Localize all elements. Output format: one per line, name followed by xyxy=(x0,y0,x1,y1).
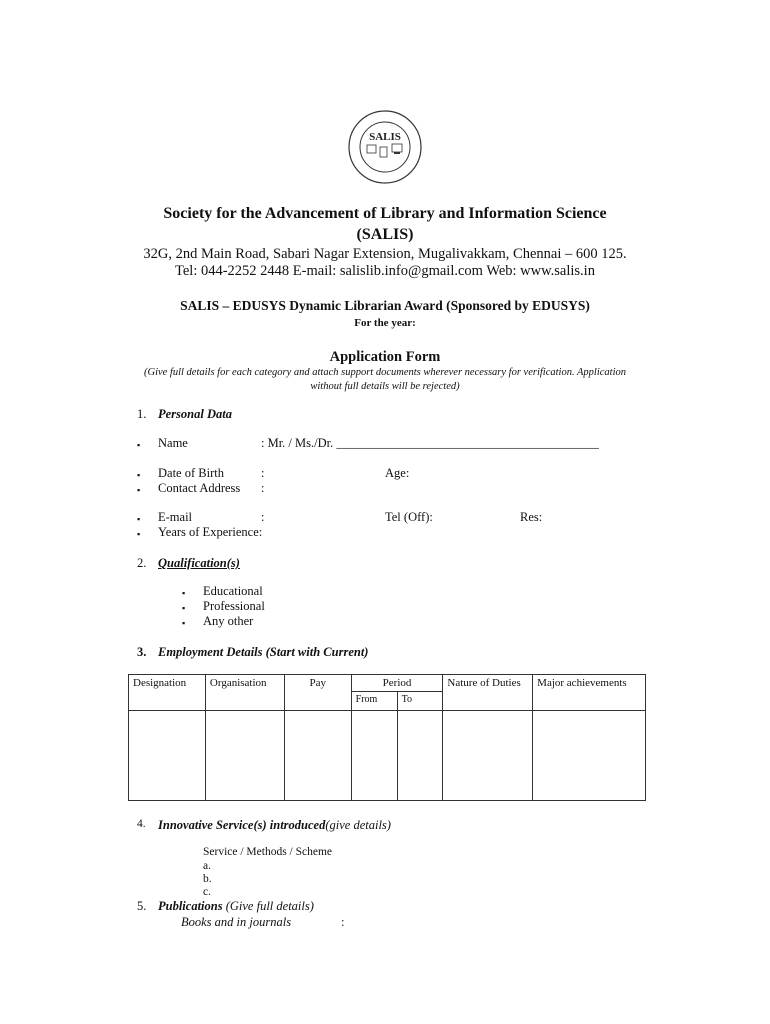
name-label: Name xyxy=(158,436,188,450)
service-item: c. xyxy=(203,886,211,898)
col-period-to: To xyxy=(397,692,443,711)
books-journals-colon: : xyxy=(341,915,345,929)
employment-table xyxy=(128,674,646,801)
service-item: b. xyxy=(203,873,212,885)
name-field: : Mr. / Ms./Dr. __________________________________________ xyxy=(261,436,599,450)
section5-title-main: Publications xyxy=(158,899,223,913)
section4-title-main: Innovative Service(s) introduced xyxy=(158,818,326,832)
qualification-item: Professional xyxy=(203,599,265,613)
table-cell[interactable] xyxy=(129,711,206,801)
section2-number: 2. xyxy=(137,556,147,570)
qualification-item: Any other xyxy=(203,614,254,628)
address-label: Contact Address xyxy=(158,481,241,495)
table-cell[interactable] xyxy=(533,711,646,801)
section1-title: Personal Data xyxy=(158,407,232,421)
table-cell[interactable] xyxy=(351,711,397,801)
section1-number: 1. xyxy=(137,407,147,421)
col-period-from: From xyxy=(351,692,397,711)
bullet-icon: ▪ xyxy=(182,588,186,598)
bullet-icon: ▪ xyxy=(137,514,141,524)
table-row xyxy=(129,711,646,801)
email-colon: : xyxy=(261,510,265,524)
section2-title: Qualification(s) xyxy=(158,556,240,570)
email-label: E-mail xyxy=(158,510,193,524)
bullet-icon: ▪ xyxy=(182,618,186,628)
service-item: a. xyxy=(203,860,211,872)
form-instructions-1: (Give full details for each category and attach support documents wherever necessary for verification. Application xyxy=(143,367,627,378)
org-address: 32G, 2nd Main Road, Sabari Nagar Extension, Mugalivakkam, Chennai – 600 125. xyxy=(143,246,627,262)
section4-title xyxy=(158,818,391,833)
table-cell[interactable] xyxy=(284,711,351,801)
form-instructions-2: without full details will be rejected) xyxy=(310,381,460,392)
experience-label: Years of Experience: xyxy=(158,525,263,539)
service-subheading: Service / Methods / Scheme xyxy=(203,846,333,858)
bullet-icon: ▪ xyxy=(137,485,141,495)
age-label: Age: xyxy=(385,466,410,480)
col-period: Period xyxy=(351,675,443,692)
table-cell[interactable] xyxy=(205,711,284,801)
award-year: For the year: xyxy=(354,317,416,329)
salis-logo xyxy=(347,109,423,185)
dob-colon: : xyxy=(261,466,265,480)
col-designation: Designation xyxy=(129,675,206,711)
org-name: Society for the Advancement of Library and Information Science xyxy=(163,205,607,222)
bullet-icon: ▪ xyxy=(137,470,141,480)
section5-title xyxy=(158,899,314,914)
form-title: Application Form xyxy=(329,349,441,365)
col-organisation: Organisation xyxy=(205,675,284,711)
section3-title: Employment Details (Start with Current) xyxy=(158,645,369,659)
section5-number: 5. xyxy=(137,899,147,913)
dob-label: Date of Birth xyxy=(158,466,224,480)
logo-text: SALIS xyxy=(369,131,401,143)
org-contact: Tel: 044-2252 2448 E-mail: salislib.info@gmail.com Web: www.salis.in xyxy=(175,263,595,279)
tel-office-label: Tel (Off): xyxy=(385,510,433,524)
bullet-icon: ▪ xyxy=(137,529,141,539)
table-cell[interactable] xyxy=(397,711,443,801)
address-colon: : xyxy=(261,481,265,495)
section4-title-suffix: (give details) xyxy=(325,818,391,832)
section4-number: 4. xyxy=(137,818,146,830)
books-journals-label: Books and in journals xyxy=(181,915,292,929)
qualification-item: Educational xyxy=(203,584,263,598)
tel-res-label: Res: xyxy=(520,510,543,524)
award-title: SALIS – EDUSYS Dynamic Librarian Award (Sponsored by EDUSYS) xyxy=(180,298,590,313)
section5-title-suffix: (Give full details) xyxy=(222,899,314,913)
col-nature-of-duties: Nature of Duties xyxy=(443,675,533,711)
section3-number: 3. xyxy=(137,645,147,659)
bullet-icon: ▪ xyxy=(137,440,141,450)
bullet-icon: ▪ xyxy=(182,603,186,613)
org-acronym: (SALIS) xyxy=(356,226,414,243)
col-pay: Pay xyxy=(284,675,351,711)
table-cell[interactable] xyxy=(443,711,533,801)
col-major-achievements: Major achievements xyxy=(533,675,646,711)
